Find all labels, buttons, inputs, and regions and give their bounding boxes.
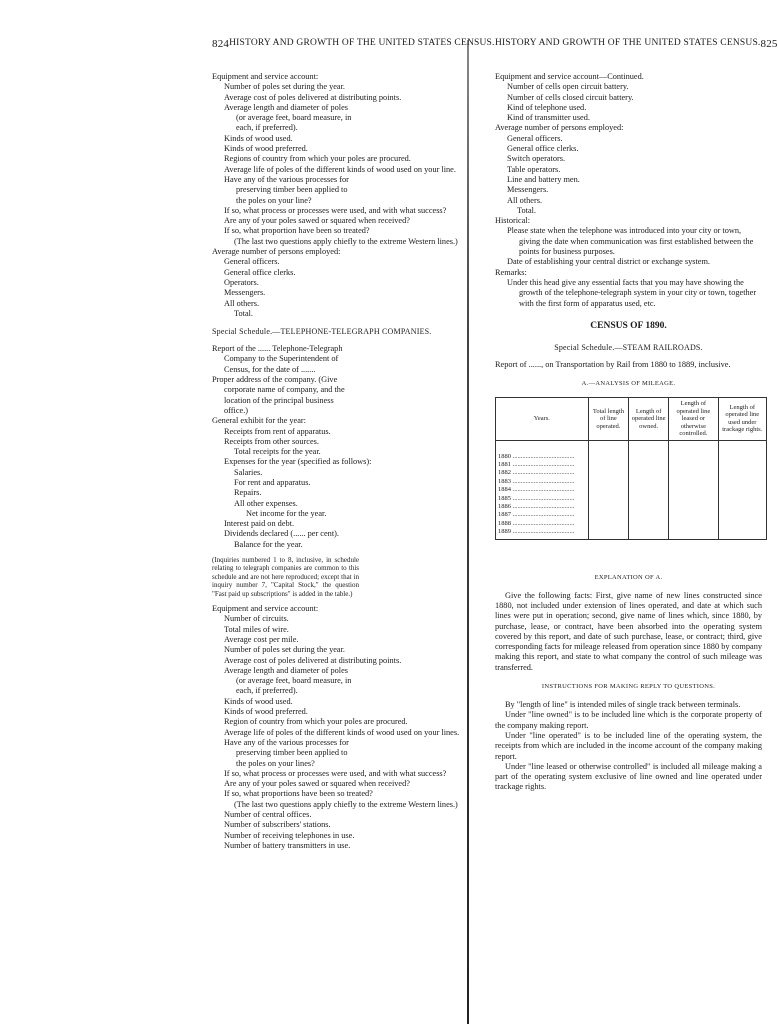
instruction-paragraph: Under "line leased or otherwise controlled" is included all mileage making a part of the operating system exclusive of line owned and line operated under trackage rights. bbox=[495, 761, 762, 792]
list-item: Kind of transmitter used. bbox=[507, 113, 590, 123]
list-item: Average cost of poles delivered at distributing points. bbox=[224, 655, 402, 665]
right-page bbox=[385, 0, 778, 1024]
list-item: Average life of poles of the different kinds of wood used on your line. bbox=[224, 164, 456, 174]
continued-title: Equipment and service account—Continued. bbox=[495, 72, 644, 81]
year-column bbox=[496, 495, 589, 503]
empty-cell bbox=[669, 503, 718, 511]
empty-cell bbox=[629, 486, 669, 494]
list-item: Please state when the telephone was introduced into your city or town, giving the date when communication was first established between the points for business purposes. bbox=[507, 226, 754, 257]
list-item: Salaries. bbox=[234, 467, 263, 477]
empty-cell bbox=[669, 528, 718, 539]
year-column bbox=[496, 511, 589, 519]
list-item: Table operators. bbox=[507, 164, 561, 174]
instructions-list bbox=[495, 700, 762, 793]
census-heading: CENSUS OF 1890. bbox=[590, 320, 667, 331]
list-item: For rent and apparatus. bbox=[234, 477, 311, 487]
empty-cell bbox=[629, 478, 669, 486]
table-row bbox=[496, 495, 767, 503]
year-column bbox=[496, 469, 589, 477]
empty-cell bbox=[669, 478, 718, 486]
empty-cell bbox=[718, 469, 766, 477]
remarks-list bbox=[495, 278, 762, 309]
year-column bbox=[496, 486, 589, 494]
list-item: Repairs. bbox=[234, 488, 262, 498]
year-column bbox=[496, 503, 589, 511]
list-item: Messengers. bbox=[507, 185, 549, 195]
explanation-text: Give the following facts: First, give name of new lines constructed since 1880, not included under extension of lines operated, and date at which such lines were put in operation; second, give name of lines which, since 1880, by purchase, lease, or contract, have been absorbed into the operating system covered by this report, and date of such purchase, lease, or contract; third, give corresponding facts for mileage released from operation since 1880 by company making this report, and state to what company the control of such mileage was transferred. bbox=[495, 590, 762, 672]
year-cell: 1887 ..... bbox=[498, 511, 574, 518]
list-item: Balance for the year. bbox=[234, 539, 303, 549]
year-cell: 1883 ..... bbox=[498, 478, 574, 485]
list-item: (The last two questions apply chiefly to the extreme Western lines.) bbox=[234, 236, 458, 246]
list-item: If so, what process or processes were used, and with what success? bbox=[224, 205, 447, 215]
inquiries-note: (Inquiries numbered 1 to 8, inclusive, in schedule relating to telegraph companies are common to this schedule and are not here reproduced; except that in inquiry number 7, "Capital Stock," the question "Fast paid up subscriptions" is added in the table.) bbox=[212, 556, 359, 598]
right-persons-list bbox=[495, 134, 762, 216]
equipment-list bbox=[212, 82, 458, 247]
list-item: Total. bbox=[517, 205, 537, 215]
list-item: Have any of the various processes for preserving timber been applied to the poles on your line? bbox=[224, 174, 349, 205]
empty-cell bbox=[629, 495, 669, 503]
report-list bbox=[212, 344, 372, 550]
empty-cell bbox=[669, 440, 718, 461]
list-item: If so, what proportion have been so treated? bbox=[224, 226, 370, 236]
list-item: Number of circuits. bbox=[224, 614, 289, 624]
list-item: General office clerks. bbox=[224, 267, 296, 277]
empty-cell bbox=[629, 511, 669, 519]
historical-list bbox=[495, 226, 762, 267]
left-page-number: 824 bbox=[212, 38, 230, 50]
list-item: Under this head give any essential facts that you may have showing the growth of the telephone-telegraph system in your city or town, together with the first form of apparatus used, etc. bbox=[507, 277, 757, 308]
year-cell: 1884 ..... bbox=[498, 486, 574, 493]
explanation-caption: EXPLANATION OF A. bbox=[594, 573, 663, 581]
list-item: Kinds of wood preferred. bbox=[224, 707, 308, 717]
year-cell: 1880 ..... bbox=[498, 453, 574, 460]
list-item: Total receipts for the year. bbox=[234, 447, 321, 457]
table-row bbox=[496, 486, 767, 494]
list-item: All others. bbox=[507, 195, 543, 205]
list-item: Receipts from other sources. bbox=[224, 436, 319, 446]
table-row bbox=[496, 478, 767, 486]
list-item: All others. bbox=[224, 298, 260, 308]
list-item: Date of establishing your central district or exchange system. bbox=[507, 257, 710, 267]
table-row bbox=[496, 528, 767, 539]
empty-cell bbox=[588, 528, 628, 539]
year-cell: 1886 ..... bbox=[498, 503, 574, 510]
list-item: Number of battery transmitters in use. bbox=[224, 840, 351, 850]
list-item: Messengers. bbox=[224, 288, 266, 298]
continued-list bbox=[495, 82, 762, 123]
empty-cell bbox=[629, 469, 669, 477]
list-item: General officers. bbox=[507, 133, 563, 143]
empty-cell bbox=[718, 478, 766, 486]
list-item: Are any of your poles sawed or squared when received? bbox=[224, 216, 410, 226]
year-cell: 1882 ..... bbox=[498, 469, 574, 476]
table-row bbox=[496, 461, 767, 469]
equipment-title: Equipment and service account: bbox=[212, 72, 319, 81]
year-cell: 1888 ..... bbox=[498, 520, 574, 527]
empty-cell bbox=[669, 486, 718, 494]
empty-cell bbox=[718, 440, 766, 461]
empty-cell bbox=[588, 461, 628, 469]
empty-cell bbox=[629, 440, 669, 461]
header-trackage: Length of operated line used under trackage rights. bbox=[718, 398, 766, 441]
empty-cell bbox=[718, 461, 766, 469]
instruction-paragraph: By "length of line" is intended miles of single track between terminals. bbox=[505, 700, 741, 710]
report-line: Report of ......, on Transportation by Rail from 1880 to 1889, inclusive. bbox=[495, 359, 731, 369]
list-item: Average length and diameter of poles (or average feet, board measure, in each, if preferred). bbox=[224, 102, 352, 133]
empty-cell bbox=[588, 440, 628, 461]
mileage-header-row bbox=[496, 398, 767, 441]
empty-cell bbox=[588, 495, 628, 503]
empty-cell bbox=[669, 511, 718, 519]
list-item: Are any of your poles sawed or squared when received? bbox=[224, 779, 410, 789]
list-item: Number of subscribers' stations. bbox=[224, 820, 331, 830]
empty-cell bbox=[629, 503, 669, 511]
list-item: Operators. bbox=[224, 277, 259, 287]
list-item: (The last two questions apply chiefly to the extreme Western lines.) bbox=[234, 799, 458, 809]
list-item: Average cost of poles delivered at distributing points. bbox=[224, 92, 402, 102]
empty-cell bbox=[669, 520, 718, 528]
list-item: General officers. bbox=[224, 257, 280, 267]
year-column bbox=[496, 478, 589, 486]
list-item: Net income for the year. bbox=[246, 508, 327, 518]
list-item: General office clerks. bbox=[507, 144, 579, 154]
list-item: Number of receiving telephones in use. bbox=[224, 830, 355, 840]
equipment2-title: Equipment and service account: bbox=[212, 604, 319, 614]
empty-cell bbox=[629, 528, 669, 539]
instruction-paragraph: Under "line operated" is to be included line of the operating system, the receipts from which are included in the income account of the company making report. bbox=[495, 730, 762, 761]
list-item: Average length and diameter of poles (or average feet, board measure, in each, if preferred). bbox=[224, 665, 352, 696]
list-item: Expenses for the year (specified as follows): bbox=[224, 457, 372, 467]
empty-cell bbox=[588, 486, 628, 494]
header-years: Years. bbox=[496, 398, 589, 441]
list-item: Have any of the various processes for preserving timber been applied to the poles on your lines? bbox=[224, 737, 349, 768]
empty-cell bbox=[588, 520, 628, 528]
list-item: Dividends declared (...... per cent). bbox=[224, 529, 339, 539]
list-item: Total. bbox=[234, 308, 254, 318]
left-running-title: HISTORY AND GROWTH OF THE UNITED STATES CENSUS. bbox=[229, 38, 495, 48]
list-item: Kind of telephone used. bbox=[507, 102, 587, 112]
header-total-length: Total length of line operated. bbox=[588, 398, 628, 441]
table-row bbox=[496, 469, 767, 477]
railroad-schedule-heading: Special Schedule.—STEAM RAILROADS. bbox=[554, 342, 703, 352]
empty-cell bbox=[718, 503, 766, 511]
empty-cell bbox=[718, 486, 766, 494]
list-item: Kinds of wood used. bbox=[224, 133, 293, 143]
persons-list bbox=[212, 257, 359, 319]
instructions-caption: INSTRUCTIONS FOR MAKING REPLY TO QUESTIONS. bbox=[541, 683, 716, 691]
year-cell: 1885 ..... bbox=[498, 495, 574, 502]
list-item: All other expenses. bbox=[234, 498, 298, 508]
year-cell: 1889 ..... bbox=[498, 528, 574, 535]
empty-cell bbox=[588, 469, 628, 477]
right-persons-title: Average number of persons employed: bbox=[495, 123, 624, 133]
header-leased: Length of operated line leased or otherwise controlled. bbox=[669, 398, 718, 441]
list-item: Number of central offices. bbox=[224, 810, 312, 820]
empty-cell bbox=[718, 520, 766, 528]
empty-cell bbox=[588, 503, 628, 511]
list-item: Number of cells open circuit battery. bbox=[507, 82, 629, 92]
instruction-paragraph: Under "line owned" is to be included line which is the corporate property of the company making report. bbox=[495, 710, 762, 730]
table-row bbox=[496, 511, 767, 519]
right-page-number: 825 bbox=[760, 38, 778, 50]
equipment2-list bbox=[212, 614, 460, 851]
empty-cell bbox=[718, 511, 766, 519]
year-cell: 1881 ..... bbox=[498, 461, 574, 468]
header-owned: Length of operated line owned. bbox=[629, 398, 669, 441]
year-column bbox=[496, 528, 589, 539]
list-item: Switch operators. bbox=[507, 154, 566, 164]
list-item: If so, what proportions have been so treated? bbox=[224, 789, 373, 799]
mileage-table bbox=[495, 397, 767, 540]
empty-cell bbox=[588, 511, 628, 519]
left-running-head bbox=[212, 38, 495, 50]
list-item: Kinds of wood preferred. bbox=[224, 144, 308, 154]
empty-cell bbox=[718, 528, 766, 539]
list-item: Line and battery men. bbox=[507, 174, 580, 184]
list-item: Average life of poles of the different kinds of wood used on your lines. bbox=[224, 727, 460, 737]
list-item: If so, what process or processes were used, and with what success? bbox=[224, 768, 447, 778]
year-column bbox=[496, 440, 589, 461]
telephone-schedule-heading: Special Schedule.—TELEPHONE-TELEGRAPH COMPANIES. bbox=[212, 327, 432, 337]
list-item: Region of country from which your poles are procured. bbox=[224, 717, 408, 727]
list-item: Number of poles set during the year. bbox=[224, 82, 345, 92]
right-running-head bbox=[495, 38, 778, 50]
list-item: Total miles of wire. bbox=[224, 624, 289, 634]
list-item: Regions of country from which your poles are procured. bbox=[224, 154, 411, 164]
list-item: Number of cells closed circuit battery. bbox=[507, 92, 634, 102]
list-item: Number of poles set during the year. bbox=[224, 645, 345, 655]
table-row bbox=[496, 520, 767, 528]
year-column bbox=[496, 461, 589, 469]
historical-title: Historical: bbox=[495, 216, 531, 226]
empty-cell bbox=[669, 461, 718, 469]
empty-cell bbox=[718, 495, 766, 503]
empty-cell bbox=[629, 461, 669, 469]
remarks-title: Remarks: bbox=[495, 267, 527, 277]
list-item: Report of the ...... Telephone-Telegraph Company to the Superintendent of Census, for the date of ....... bbox=[212, 344, 343, 374]
year-column bbox=[496, 520, 589, 528]
mileage-body bbox=[496, 440, 767, 539]
list-item: Kinds of wood used. bbox=[224, 696, 293, 706]
empty-cell bbox=[588, 478, 628, 486]
list-item: Interest paid on debt. bbox=[224, 519, 295, 529]
right-running-title: HISTORY AND GROWTH OF THE UNITED STATES CENSUS. bbox=[495, 38, 761, 48]
empty-cell bbox=[669, 469, 718, 477]
analysis-caption: A.—ANALYSIS OF MILEAGE. bbox=[581, 380, 676, 388]
list-item: Average cost per mile. bbox=[224, 634, 299, 644]
list-item: Proper address of the company. (Give corporate name of company, and the location of the principal business office.) bbox=[212, 375, 345, 415]
persons-title: Average number of persons employed: bbox=[212, 247, 341, 257]
list-item: General exhibit for the year: bbox=[212, 416, 306, 426]
table-row bbox=[496, 503, 767, 511]
empty-cell bbox=[629, 520, 669, 528]
list-item: Receipts from rent of apparatus. bbox=[224, 426, 331, 436]
table-row bbox=[496, 440, 767, 461]
empty-cell bbox=[669, 495, 718, 503]
